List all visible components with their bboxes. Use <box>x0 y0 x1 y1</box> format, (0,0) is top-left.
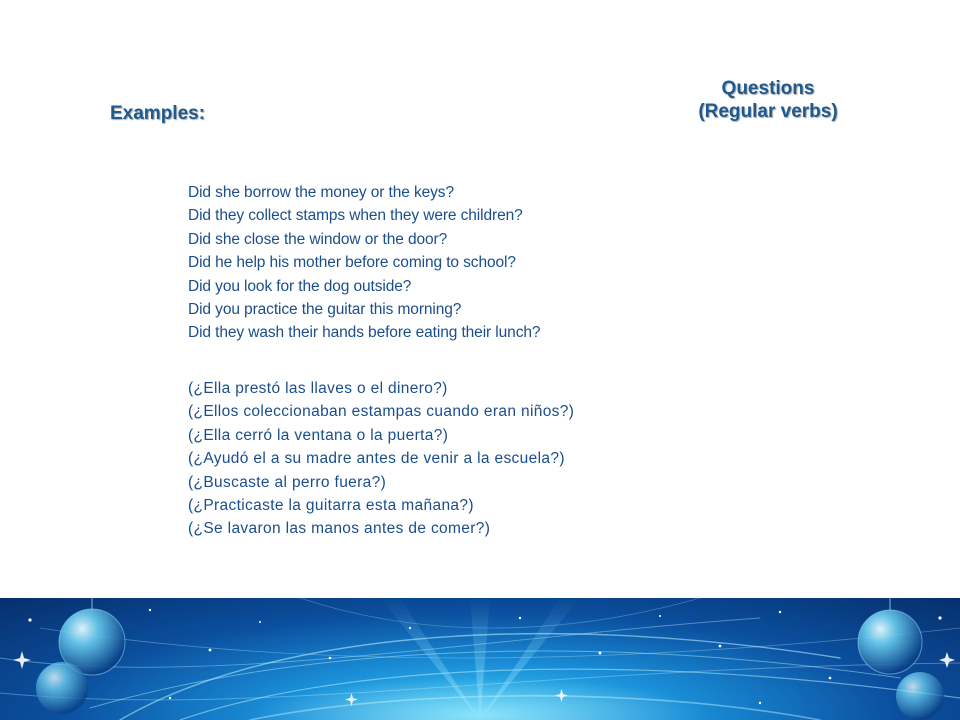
english-sentence: Did she borrow the money or the keys? <box>188 184 454 201</box>
banner-art <box>0 598 960 720</box>
spanish-sentence: (¿Ayudó el a su madre antes de venir a la escuela?) <box>188 450 565 468</box>
decorative-banner <box>0 598 960 720</box>
spanish-sentence: (¿Ella cerró la ventana o la puerta?) <box>188 426 449 444</box>
spanish-sentence-list <box>188 377 574 541</box>
spanish-sentence: (¿Se lavaron las manos antes de comer?) <box>188 520 491 538</box>
spanish-sentence: (¿Ella prestó las llaves o el dinero?) <box>188 380 448 397</box>
english-sentence-list <box>188 181 540 345</box>
spanish-sentence: (¿Practicaste la guitarra esta mañana?) <box>188 497 474 515</box>
spanish-sentence: (¿Buscaste al perro fuera?) <box>188 473 387 491</box>
english-sentence: Did you look for the dog outside? <box>188 277 412 295</box>
questions-title: Questions <box>721 78 815 99</box>
english-sentence: Did they wash their hands before eating their lunch? <box>188 324 541 342</box>
questions-heading <box>670 77 866 123</box>
english-sentence: Did he help his mother before coming to school? <box>188 254 516 272</box>
english-sentence: Did they collect stamps when they were children? <box>188 207 523 225</box>
examples-heading: Examples: <box>110 103 206 124</box>
english-sentence: Did she close the window or the door? <box>188 230 448 248</box>
english-sentence: Did you practice the guitar this morning? <box>188 301 462 319</box>
spanish-sentence: (¿Ellos coleccionaban estampas cuando eran niños?) <box>188 403 575 421</box>
questions-subtitle: (Regular verbs) <box>698 101 838 122</box>
